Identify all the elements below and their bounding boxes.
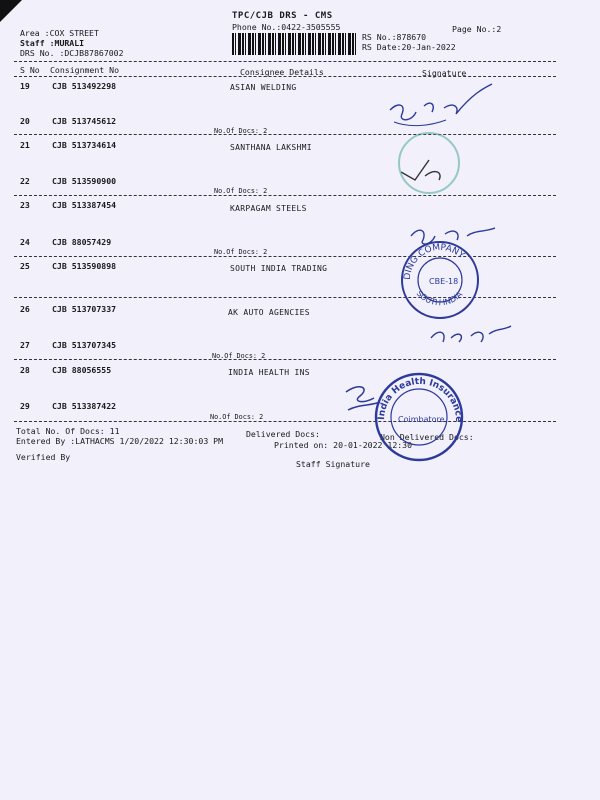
rs-date [362,42,456,52]
row-sno: 24 [20,237,30,247]
drs-value: :DCJB87867002 [59,48,124,58]
row-consignment: CJB 513734614 [52,140,117,150]
divider [14,61,556,62]
staff-label: Staff [20,38,45,48]
staff-line [20,38,84,48]
divider [14,195,556,196]
col-consignee: Consignee Details [240,67,324,77]
row-consignment: CJB 88057429 [52,237,112,247]
entered-by [16,436,223,446]
report-title: TPC/CJB DRS - CMS [232,11,333,21]
phone-line [232,22,340,32]
rs-number [362,32,426,42]
page-label: Page No.: [452,24,497,34]
insurance-seal-text: India Health Insurance [376,376,464,423]
total-docs-label: Total No. Of Docs: [16,426,105,436]
row-consignment: CJB 88056555 [52,365,112,375]
col-consignment: Consignment No [50,65,120,75]
entered-by-label: Entered By : [16,436,76,446]
total-docs [16,426,120,436]
seal-inner-text: CBE-18 [429,277,459,286]
phone-label: Phone No.: [232,22,282,32]
non-delivered-docs: Non Delivered Docs: [380,432,474,442]
row-consignee: AK AUTO AGENCIES [228,308,310,317]
row-consignment: CJB 513707337 [52,304,117,314]
row-sno: 21 [20,140,30,150]
row-docs: No.Of Docs: 2 [214,127,268,135]
row-consignee: SOUTH INDIA TRADING [230,264,328,273]
insurance-seal-inner: Coimbatore [398,415,445,424]
row-consignee: SANTHANA LAKSHMI [230,143,312,152]
row-sno: 23 [20,200,30,210]
seal-top-text: DING COMPANY [402,242,466,281]
col-sno: S No [20,65,40,75]
row-sno: 26 [20,304,30,314]
barcode [232,33,356,55]
row-consignment: CJB 513387422 [52,401,117,411]
row-sno: 27 [20,340,30,350]
area-value: :COX STREET [44,28,99,38]
svg-text:DING COMPANY [403,243,466,281]
row-consignee: ASIAN WELDING [230,83,297,92]
row-consignment: CJB 513590898 [52,261,117,271]
page-corner-mark [0,0,22,22]
seal-bottom-text: SOUTH INDIA [414,288,465,308]
row-docs: No.Of Docs: 2 [214,248,268,256]
area-line [20,28,99,38]
signature-row-26 [425,322,515,352]
row-consignment: CJB 513745612 [52,116,117,126]
printed-on-label: Printed on: [274,440,329,450]
row-consignee: KARPAGAM STEELS [230,204,307,213]
row-sno: 19 [20,81,30,91]
row-consignment: CJB 513707345 [52,340,117,350]
row-sno: 28 [20,365,30,375]
verified-by: Verified By [16,452,71,462]
rs-date-value: 20-Jan-2022 [401,42,456,52]
drs-line [20,48,124,58]
row-consignee: INDIA HEALTH INS [228,368,310,377]
divider [14,134,556,135]
row-consignment: CJB 513492298 [52,81,117,91]
drs-label: DRS No. [20,48,55,58]
row-docs: No.Of Docs: 2 [214,187,268,195]
entered-by-value: LATHACMS 1/20/2022 12:30:03 PM [75,436,224,446]
divider [14,76,556,77]
row-docs: No.Of Docs: 2 [212,352,266,360]
row-docs: No.Of Docs: 2 [210,413,264,421]
svg-text:SOUTH INDIA [415,289,465,307]
total-docs-value: 11 [109,426,120,436]
row-sno: 22 [20,176,30,186]
rs-date-label: RS Date: [362,42,402,52]
printed-on-value: 20-01-2022 12:30 [333,440,413,450]
company-seal [398,238,482,322]
staff-signature-label: Staff Signature [296,459,370,469]
col-signature: Signature [422,68,467,78]
rs-no-label: RS No.: [362,32,397,42]
delivered-docs: Delivered Docs: [246,429,320,439]
divider [14,359,556,360]
row-sno: 20 [20,116,30,126]
insurance-seal [372,370,466,464]
phone-number: 0422-3505555 [281,22,341,32]
row-consignment: CJB 513590900 [52,176,117,186]
row-sno: 25 [20,261,30,271]
staff-value: :MURALI [49,38,85,48]
row-sno: 29 [20,401,30,411]
rs-no-value: 878670 [396,32,427,42]
faint-stamp [398,132,460,194]
row-consignment: CJB 513387454 [52,200,117,210]
page-value: 2 [496,24,502,34]
divider [14,421,556,422]
area-label: Area [20,28,40,38]
page-number [452,24,501,34]
signature-row-19 [380,82,500,132]
